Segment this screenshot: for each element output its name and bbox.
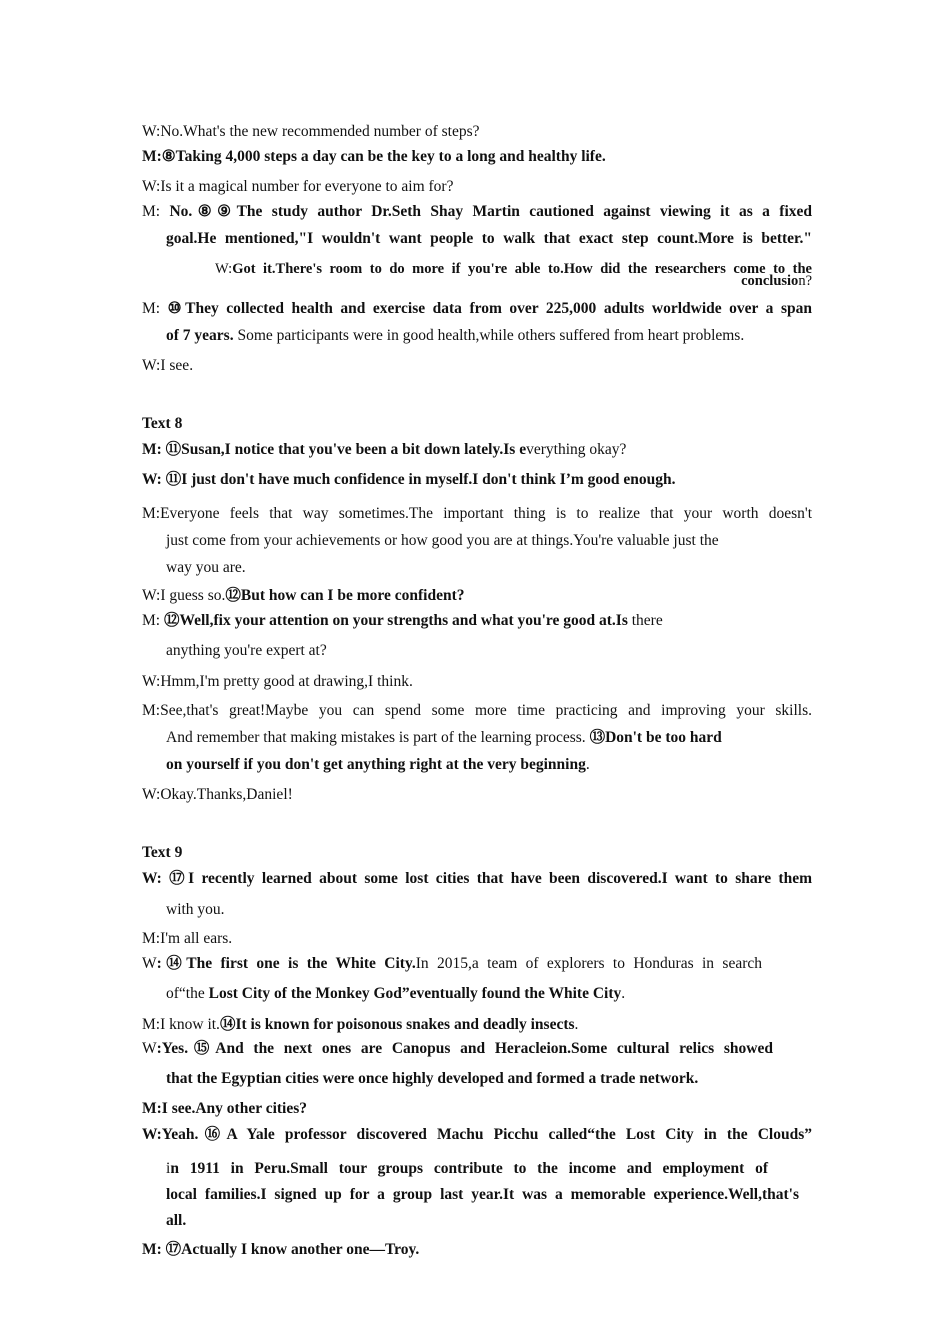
dialogue-line: M:See,that's great!Maybe you can spend some more time practicing and improving your skills. [142, 702, 812, 719]
dialogue-line: W:I guess so.⑫But how can I be more confident? [142, 587, 465, 604]
dialogue-line: W:Got it.There's room to do more if you're able to.How did the researchers come to the [215, 261, 812, 277]
dialogue-line: M:I see.Any other cities? [142, 1100, 308, 1117]
dialogue-line: M: ⑩They collected health and exercise data from over 225,000 adults worldwide over a span [142, 300, 812, 317]
section-heading: Text 9 [142, 844, 183, 861]
dialogue-line: way you are. [166, 559, 246, 576]
dialogue-line: M:Everyone feels that way sometimes.The important thing is to realize that your worth doesn't [142, 505, 812, 522]
dialogue-line: And remember that making mistakes is part of the learning process. ⑬Don't be too hard [166, 729, 722, 746]
dialogue-line: all. [166, 1212, 187, 1229]
dialogue-line: W:No.What's the new recommended number of steps? [142, 123, 480, 140]
dialogue-line: that the Egyptian cities were once highly developed and formed a trade network. [166, 1070, 699, 1087]
dialogue-line: local families.I signed up for a group last year.It was a memorable experience.Well,that's [166, 1186, 799, 1203]
dialogue-line: just come from your achievements or how good you are at things.You're valuable just the [166, 532, 719, 549]
dialogue-line: W:Okay.Thanks,Daniel! [142, 786, 293, 803]
dialogue-line: W:Yes.⑮And the next ones are Canopus and Heracleion.Some cultural relics showed [142, 1040, 773, 1057]
dialogue-line: W:Yeah.⑯A Yale professor discovered Machu Picchu called“the Lost City in the Clouds” [142, 1126, 812, 1143]
dialogue-line: M:I know it.⑭It is known for poisonous snakes and deadly insects. [142, 1016, 579, 1033]
dialogue-line: goal.He mentioned,"I wouldn't want people to walk that exact step count.More is better." [166, 230, 812, 247]
dialogue-line: W: ⑰I recently learned about some lost cities that have been discovered.I want to share them [142, 870, 812, 887]
dialogue-line: W:I see. [142, 357, 194, 374]
section-heading: Text 8 [142, 415, 183, 432]
dialogue-line: M: No.⑧⑨The study author Dr.Seth Shay Martin cautioned against viewing it as a fixed [142, 203, 812, 220]
dialogue-line: W:⑭The first one is the White City.In 2015,a team of explorers to Honduras in search [142, 955, 762, 972]
dialogue-line: M: ⑰Actually I know another one—Troy. [142, 1241, 420, 1258]
dialogue-line: M: ⑪Susan,I notice that you've been a bit down lately.Is everything okay? [142, 441, 627, 458]
dialogue-line: in 1911 in Peru.Small tour groups contribute to the income and employment of [166, 1160, 768, 1177]
dialogue-line: M: ⑫Well,fix your attention on your strengths and what you're good at.Is there [142, 612, 663, 629]
dialogue-line: of“the Lost City of the Monkey God”eventually found the White City. [166, 985, 626, 1002]
dialogue-line: M:I'm all ears. [142, 930, 233, 947]
dialogue-line: anything you're expert at? [166, 642, 327, 659]
dialogue-line: W:Is it a magical number for everyone to aim for? [142, 178, 454, 195]
dialogue-line: conclusion? [741, 273, 812, 289]
dialogue-line: of 7 years. Some participants were in good health,while others suffered from heart problems. [166, 327, 745, 344]
dialogue-line: W:Hmm,I'm pretty good at drawing,I think. [142, 673, 413, 690]
dialogue-line: on yourself if you don't get anything right at the very beginning. [166, 756, 590, 773]
dialogue-line: M:⑧Taking 4,000 steps a day can be the key to a long and healthy life. [142, 148, 606, 165]
dialogue-line: with you. [166, 901, 225, 918]
dialogue-line: W: ⑪I just don't have much confidence in myself.I don't think I’m good enough. [142, 471, 676, 488]
